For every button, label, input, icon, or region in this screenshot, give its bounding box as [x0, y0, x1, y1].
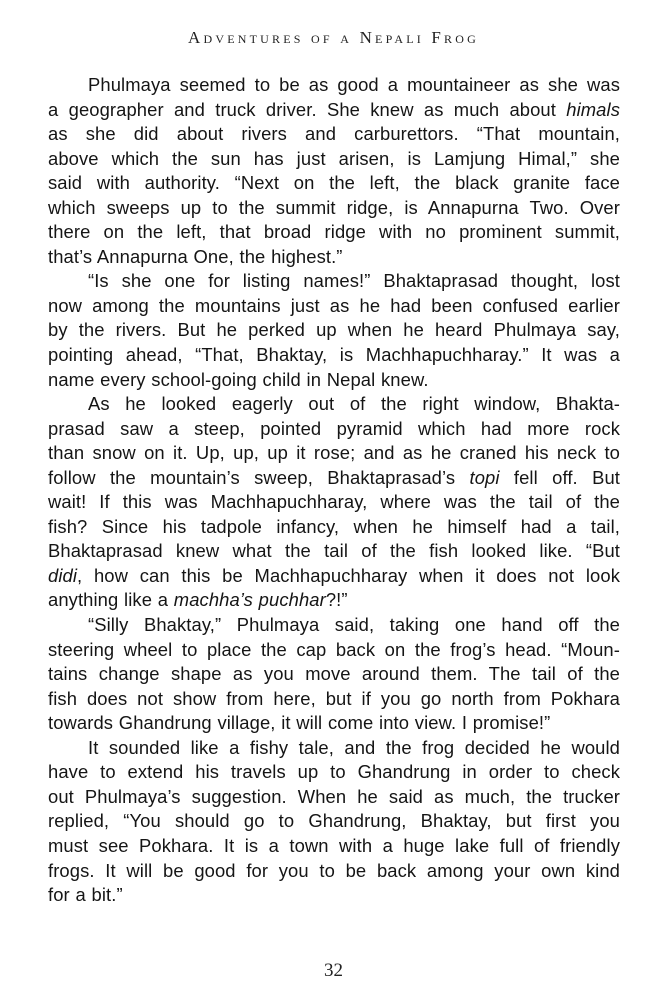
paragraph [48, 613, 620, 736]
text-line: as she did about rivers and carburettors. “That mountain, [48, 123, 620, 145]
text-line [48, 98, 620, 123]
text-line: than snow on it. Up, up, up it rose; and as he craned his neck to [48, 442, 620, 464]
text-run: fell off. But [499, 466, 620, 488]
text-line: must see Pokhara. It is a town with a huge lake full of friendly [48, 834, 620, 856]
text-line: Phulmaya seemed to be as good a mountaineer as she was [88, 74, 620, 95]
text-line: “Silly Bhaktay,” Phulmaya said, taking one hand off the [88, 614, 620, 636]
text-line: name every school-going child in Nepal knew. [48, 368, 429, 390]
text-line: towards Ghandrung village, it will come into view. I promise!” [48, 712, 551, 734]
text-line: there on the left, that broad ridge with no prominent summit, [48, 221, 620, 243]
text-line: for a bit.” [48, 884, 123, 906]
text-line: that’s Annapurna One, the highest.” [48, 245, 343, 267]
italic-word: machha’s puchhar [173, 589, 326, 611]
text-line: “Is she one for listing names!” Bhaktaprasad thought, lost [88, 270, 620, 292]
text-run: a geographer and truck driver. She knew as much about [48, 98, 567, 120]
text-line: wait! If this was Machhapuchharay, where was the tail of the [48, 491, 620, 513]
paragraph [48, 736, 620, 908]
text-line: out Phulmaya’s suggestion. When he said as much, the trucker [48, 785, 620, 807]
paragraph [48, 392, 620, 613]
text-line: now among the mountains just as he had been confused earlier [48, 294, 620, 316]
text-run: , how can this be Machhapuchharay when it does not look [77, 564, 620, 586]
text-line [48, 564, 620, 589]
body-text [48, 73, 620, 908]
italic-word: didi [48, 564, 78, 586]
text-line: by the rivers. But he perked up when he heard Phulmaya say, [48, 319, 620, 341]
text-line: As he looked eagerly out of the right window, Bhakta- [88, 393, 620, 415]
text-line: pointing ahead, “That, Bhaktay, is Machhapuchharay.” It was a [48, 344, 620, 366]
text-line: tains change shape as you move around them. The tail of the [48, 663, 620, 685]
text-line: steering wheel to place the cap back on the frog’s head. “Moun- [48, 638, 620, 660]
text-line: prasad saw a steep, pointed pyramid which had more rock [48, 417, 620, 439]
text-line: replied, “You should go to Ghandrung, Bhaktay, but first you [48, 810, 620, 832]
text-line [48, 466, 620, 491]
text-line: fish? Since his tadpole infancy, when he himself had a tail, [48, 515, 620, 537]
text-line: fish does not show from here, but if you go north from Pokhara [48, 687, 620, 709]
text-run: ?!” [325, 589, 348, 611]
text-line: above which the sun has just arisen, is Lamjung Himal,” she [48, 147, 620, 169]
text-line [48, 588, 620, 613]
page-number: 32 [324, 960, 343, 981]
text-line: It sounded like a fishy tale, and the frog decided he would [88, 736, 620, 758]
text-line: which sweeps up to the summit ridge, is Annapurna Two. Over [48, 196, 620, 218]
text-line: frogs. It will be good for you to be back among your own kind [48, 859, 620, 881]
italic-word: topi [469, 466, 500, 488]
paragraph [48, 269, 620, 392]
text-line: Bhaktaprasad knew what the tail of the fish looked like. “But [48, 540, 620, 562]
running-head: Adventures of a Nepali Frog [188, 28, 479, 47]
italic-word: himals [566, 98, 620, 120]
paragraph [48, 73, 620, 269]
text-run: anything like a [48, 589, 174, 611]
text-run: follow the mountain’s sweep, Bhaktaprasad’s [48, 466, 470, 488]
text-line: have to extend his travels up to Ghandrung in order to check [48, 761, 620, 783]
text-line: said with authority. “Next on the left, the black granite face [48, 172, 620, 194]
